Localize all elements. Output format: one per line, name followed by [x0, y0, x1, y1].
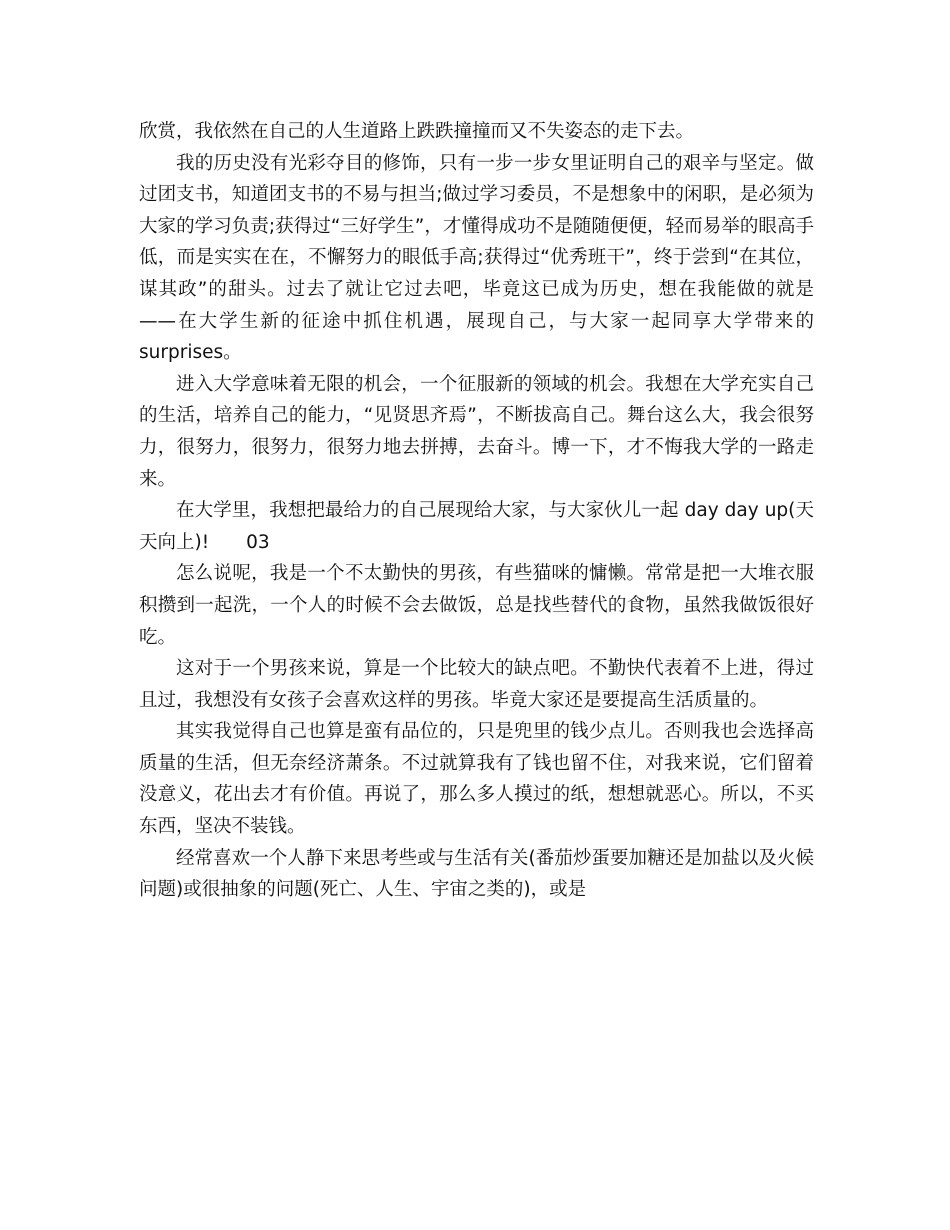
paragraph-5: 怎么说呢，我是一个不太勤快的男孩，有些猫咪的慵懒。常常是把一大堆衣服积攒到一起洗，一个人的时候不会去做饭，总是找些替代的食物，虽然我做饭很好吃。: [139, 563, 814, 648]
paragraph-6: 这对于一个男孩来说，算是一个比较大的缺点吧。不勤快代表着不上进，得过且过，我想没有女孩子会喜欢这样的男孩。毕竟大家还是要提高生活质量的。: [139, 658, 814, 711]
paragraph-4: 在大学里，我想把最给力的自己展现给大家，与大家伙儿一起 day day up(天天向上)! 03: [139, 500, 814, 553]
paragraph-1: 欣赏，我依然在自己的人生道路上跌跌撞撞而又不失姿态的走下去。: [139, 121, 695, 142]
paragraph-2: 我的历史没有光彩夺目的修饰，只有一步一步女里证明自己的艰辛与坚定。做过团支书，知道团支书的不易与担当;做过学习委员，不是想象中的闲职，是必须为大家的学习负责;获得过“三好学生”，才懂得成功不是随随便便，轻而易举的眼高手低，而是实实在在，不懈努力的眼低手高;获得过“优秀班干”，终于尝到“在其位，谋其政”的甜头。过去了就让它过去吧，毕竟这已成为历史，想在我能做的就是——在大学生新的征途中抓住机遇，展现自己，与大家一起同享大学带来的surprises。: [139, 152, 814, 364]
document-body: [139, 116, 814, 906]
paragraph-3: 进入大学意味着无限的机会，一个征服新的领域的机会。我想在大学充实自己的生活，培养自己的能力，“见贤思齐焉”，不断拔高自己。舞台这么大，我会很努力，很努力，很努力，很努力地去拼搏，去奋斗。博一下，才不悔我大学的一路走来。: [139, 373, 814, 490]
paragraph-8: 经常喜欢一个人静下来思考些或与生活有关(番茄炒蛋要加糖还是加盐以及火候问题)或很抽象的问题(死亡、人生、宇宙之类的)，或是: [139, 847, 814, 901]
paragraph-7: 其实我觉得自己也算是蛮有品位的，只是兜里的钱少点儿。否则我也会选择高质量的生活，但无奈经济萧条。不过就算我有了钱也留不住，对我来说，它们留着没意义，花出去才有价值。再说了，那么多人摸过的纸，想想就恶心。所以，不买东西，坚决不装钱。: [139, 721, 814, 838]
